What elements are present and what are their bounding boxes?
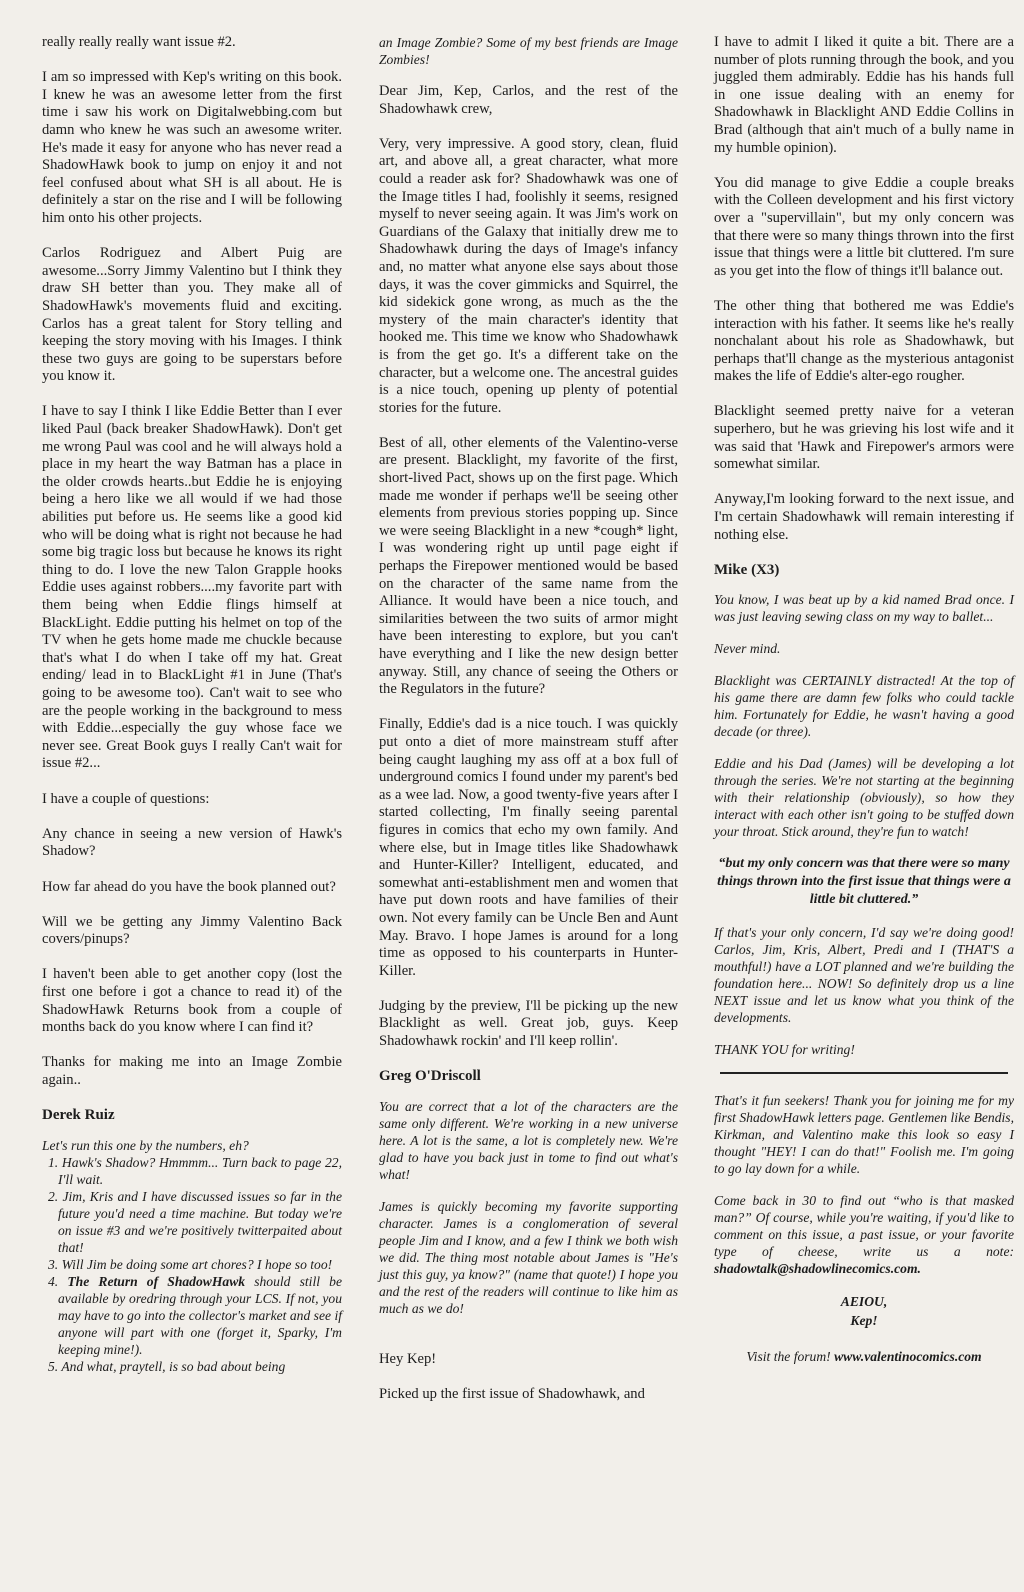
reply-item: 1. Hawk's Shadow? Hmmmm... Turn back to page 22, I'll wait. [48, 1154, 342, 1187]
reply-list [42, 1154, 342, 1375]
reply-paragraph: Eddie and his Dad (James) will be developing a lot through the series. We're not starting at the beginning with their relationship (obviously), so how they interact with each other isn't going to be stuffed down your throat. Stick around, they're fun to watch! [714, 756, 1014, 840]
sign-off-name: Kep! [850, 1313, 878, 1329]
column-2 [379, 34, 678, 1421]
letter-signature: Derek Ruiz [42, 1107, 115, 1124]
letter-paragraph: I have to say I think I like Eddie Better than I ever liked Paul (back breaker ShadowHawk). Don't get me wrong Paul was cool and he will always hold a place in my heart the way Batman has a place in the older crowds hearts..but Eddie he is enjoying being a hero like we all would if we had those abilities put before us. He seems like a good kid who will be doing what is right not because he had some big tragic loss but because he knows its right thing to do. I love the new Talon Grapple hooks Eddie uses against robbers....my favorite part with them being when Eddie flings himself at BlackLight. Eddie putting his helmet on top of the TV when he gets home made me chuckle because that's what I do when I take off my hat. Great ending/ lead in to BlackLight #1 in June (That's going to be awesome too). Can't wait to see who are the people working in the background to mess with Eddie...especially the guy whose face we never see. Great Book guys I really Can't wait for issue #2... [42, 403, 342, 772]
letter-paragraph: Finally, Eddie's dad is a nice touch. I was quickly put onto a diet of more mainstream stuff after being caught laughing my ass off at a box full of underground comics I found under my parent's bed as a wee lad. Now, a good twenty-five years after I started collecting, I'm finally seeing parental figures in comics that echo my own family. And where else, but in Image titles like Shadowhawk and Hunter-Killer? Intelligent, educated, and somewhat anti-establishment men and women that have put down roots and have families of their own. Not every family can be Uncle Ben and Aunt May. Bravo. I hope James is around for a long time as opposed to his counterparts in Hunter-Killer. [379, 716, 678, 979]
letter-paragraph: The other thing that bothered me was Eddie's interaction with his father. It seems like he's really nonchalant about his role as Shadowhawk, but perhaps that'll change as the mysterious antagonist makes the life of Eddie's alter-ego rougher. [714, 297, 1014, 385]
editor-reply [714, 591, 1014, 1365]
closing-paragraph: That's it fun seekers! Thank you for joining me for my first ShadowHawk letters page. Gentlemen like Bendis, Kirkman, and Valentino make this look so easy I thought "HEY! I can do that!" Foolish me. I'm going to go lay down for a while. [714, 1093, 1014, 1177]
reply-intro: Let's run this one by the numbers, eh? [42, 1137, 249, 1153]
letter-paragraph: Very, very impressive. A good story, clean, fluid art, and above all, a great character, what more could a reader ask for? Shadowhawk was one of the Image titles I had, foolishly it seems, resigned myself to never seeing again. It was Jim's work on Guardians of the Galaxy that initially drew me to Shadowhawk during the days of Image's infancy and, no matter what anyone else says about those days, it was the cover gimmicks and Squirrel, the kid sidekick gone wrong, as much as the the mystery of the main character's identity that hooked me. This time we know who Shadowhawk is from the get go. It's a different take on the character, but a welcome one. The ancestral guides is a nice touch, opening up plenty of potential stories for the future. [379, 135, 678, 416]
editor-reply [42, 1137, 342, 1375]
letter-paragraph: I haven't been able to get another copy (lost the first one before i got a chance to read it) of the ShadowHawk Returns book from a couple of months back do you know where I can find it? [42, 966, 342, 1036]
editor-sign-off [714, 1292, 1014, 1330]
reply-item-text: should still be available by oredring through your LCS. If not, you may have to go into the collector's market and see if anyone will part with one (forget it, Sparky, I'm keeping mine!). [58, 1273, 342, 1357]
letter-paragraph: Dear Jim, Kep, Carlos, and the rest of the Shadowhawk crew, [379, 83, 678, 117]
letter-paragraph: Best of all, other elements of the Valentino-verse are present. Blacklight, my favorite of the first, short-lived Pact, shows up on the first page. Which made me wonder if perhaps we'll be seeing other elements from previous stories popping up. Since we were seeing Blacklight in a new *cough* light, I was wondering right up until page eight if perhaps the Firepower mentioned would be based on the character of the same name from the Alliance. It would have been a nice touch, and similarities between the two suits of armor might have been interesting to explore, but you can't have everything and I like the new design better anyway. Still, any chance of seeing the Others or the Regulators in the future? [379, 434, 678, 698]
letter-paragraph: You did manage to give Eddie a couple breaks with the Colleen development and his first victory over a "supervillain", but my only concern was that there were so many things thrown into the first issue that things were a little bit cluttered. I'm sure as you get into the flow of things it'll balance out. [714, 174, 1014, 279]
closing-cta: Come back in 30 to find out “who is that masked man?” Of course, while you're waiting, if you'd like to comment on this issue, a past issue, or your favorite type of cheese, write us a note: [714, 1193, 1014, 1260]
reply-item [42, 1273, 342, 1358]
letter-signature: Mike (X3) [714, 561, 780, 578]
letter-signature: Greg O'Driscoll [379, 1068, 481, 1085]
letter-paragraph: I have to admit I liked it quite a bit. There are a number of plots running through the book, and you juggled them admirably. Eddie has his hands full in one issue dealing with an enemy for Shadowhawk in Blacklight AND Eddie Collins in Brad (although that ain't much of a bully name in my humble opinion). [714, 34, 1014, 156]
reply-paragraph: You are correct that a lot of the characters are the same only different. We're working in a new universe here. A lot is the same, a lot is completely new. We're glad to have you back just in tome to find out what's what! [379, 1098, 678, 1182]
column-3 [714, 34, 1014, 1380]
sign-off-line: AEIOU, [840, 1294, 888, 1310]
reply-item-number: 4. [48, 1273, 59, 1289]
letter-paragraph: How far ahead do you have the book planned out? [42, 878, 336, 895]
letter-paragraph: Blacklight seemed pretty naive for a veteran superhero, but he was grieving his lost wife and it was said that 'Hawk and Firepower's armors were somewhat similar. [714, 403, 1014, 473]
editor-reply-continued [379, 34, 678, 68]
letter-paragraph: Any chance in seeing a new version of Hawk's Shadow? [42, 825, 342, 860]
reply-paragraph: You know, I was beat up by a kid named Brad once. I was just leaving sewing class on my way to ballet... [714, 592, 1014, 625]
letter-paragraph: Anyway,I'm looking forward to the next issue, and I'm certain Shadowhawk will remain interesting if nothing else. [714, 491, 1014, 543]
closing-paragraph [714, 1192, 1014, 1277]
reply-paragraph: Blacklight was CERTAINLY distracted! At the top of his game there are damn few folks who could tackle him. Fortunately for Eddie, he wasn't having a good decade (or three). [714, 673, 1014, 740]
forum-text: Visit the forum! [746, 1349, 835, 1365]
reply-item: 2. Jim, Kris and I have discussed issues so far in the future you'd need a time machine. But today we're on issue #3 and we're positively twitterpaited about that! [48, 1188, 342, 1255]
reply-paragraph: THANK YOU for writing! [714, 1042, 855, 1058]
letter-paragraph: Thanks for making me into an Image Zombie again.. [42, 1054, 342, 1089]
forum-note [714, 1348, 1014, 1365]
section-divider [720, 1072, 1008, 1074]
reply-paragraph: Never mind. [714, 641, 781, 657]
letter-paragraph: I have a couple of questions: [42, 790, 210, 807]
letter-paragraph: Carlos Rodriguez and Albert Puig are awesome...Sorry Jimmy Valentino but I think they draw SH better than you. They make all of ShadowHawk's movements fluid and exciting. Carlos has a great talent for Story telling and keeping the story moving with his Images. I think these two guys are going to be superstars before you know it. [42, 245, 342, 385]
letter-paragraph: Picked up the first issue of Shadowhawk, and [379, 1386, 645, 1403]
reply-item: 3. Will Jim be doing some art chores? I hope so too! [48, 1256, 333, 1272]
letter-paragraph: Hey Kep! [379, 1350, 437, 1367]
reply-paragraph: If that's your only concern, I'd say we're doing good! Carlos, Jim, Kris, Albert, Predi and I (THAT'S a mouthful!) have a LOT planned and we're building the foundation here... NOW! So definitely drop us a line NEXT issue and let us know what you think of the developments. [714, 925, 1014, 1026]
reply-item: 5. And what, praytell, is so bad about being [48, 1358, 286, 1374]
letter-paragraph: I am so impressed with Kep's writing on this book. I knew he was an awesome letter from the first time i saw his work on Digitalwebbing.com but damn who knew he was such an awesome writer. He's made it easy for anyone who has never read a ShadowHawk book to jump on enjoy it and not feel confused about what SH is all about. He is definitely a star on the rise and I will be following him onto his other projects. [42, 69, 342, 226]
editor-reply [379, 1098, 678, 1317]
book-title: The Return of ShadowHawk [67, 1273, 246, 1289]
forum-link[interactable]: www.valentinocomics.com [834, 1349, 982, 1365]
column-1 [42, 34, 342, 1375]
pull-quote: “but my only concern was that there were so many things thrown into the first issue that things were a little bit cluttered.” [717, 856, 1011, 908]
letter-paragraph: Will we be getting any Jimmy Valentino Back covers/pinups? [42, 913, 342, 948]
letter-paragraph: Judging by the preview, I'll be picking up the new Blacklight as well. Great job, guys. Keep Shadowhawk rockin' and I'll keep rollin'. [379, 997, 678, 1050]
reply-paragraph: James is quickly becoming my favorite supporting character. James is a conglomeration of several people Jim and I know, and a few I think we both wish we did. The thing most notable about James is "He's just this guy, ya know?" (name that quote!) I hope you and the rest of the readers will continue to like him as much as we do! [379, 1198, 678, 1316]
letter-paragraph: really really really want issue #2. [42, 34, 236, 50]
contact-email[interactable]: shadowtalk@shadowlinecomics.com. [714, 1261, 921, 1277]
reply-carryover: an Image Zombie? Some of my best friends are Image Zombies! [379, 35, 678, 67]
